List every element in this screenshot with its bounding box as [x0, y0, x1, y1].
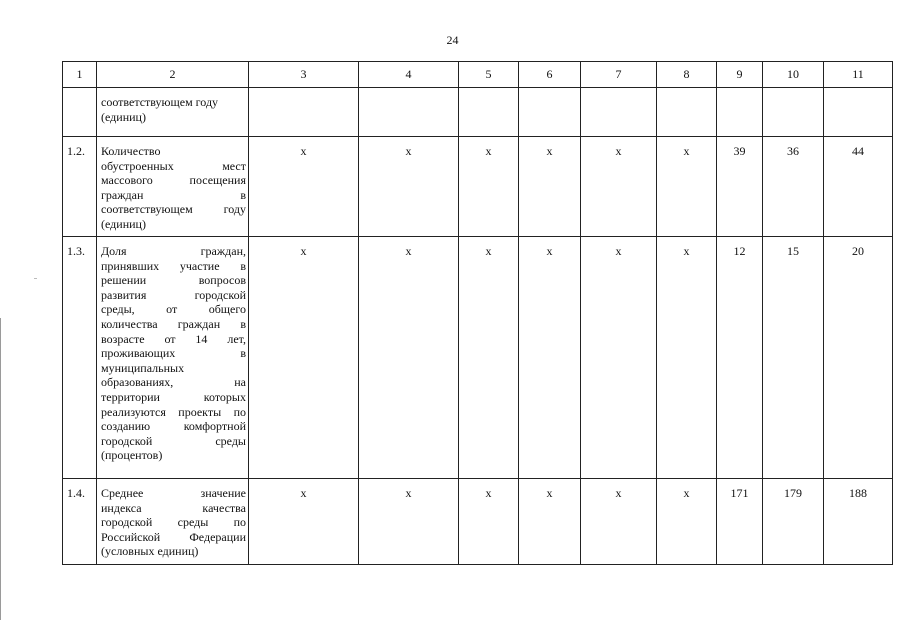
header-cell: 3 [249, 62, 359, 88]
value-cell-col-5: х [459, 237, 519, 479]
value-cell-col-6: х [519, 479, 581, 565]
indicator-name-line: (процентов) [101, 448, 163, 463]
header-cell: 11 [824, 62, 893, 88]
page-number: 24 [446, 33, 459, 47]
indicator-name-line: Российской Федерации [101, 529, 246, 544]
value-cell-col-3 [249, 88, 359, 137]
value-cell-col-4: х [359, 137, 459, 237]
value-cell-col-3: х [249, 137, 359, 237]
value-cell-col-8: х [657, 237, 717, 479]
indicator-name-line: реализуются проекты по [101, 404, 246, 419]
value-cell-col-9: 39 [717, 137, 763, 237]
table-row [63, 88, 893, 137]
indicator-name-line: среды, от общего [101, 302, 246, 317]
value-cell-col-9 [717, 88, 763, 137]
indicator-name-line: обустроенных мест [101, 158, 246, 173]
indicator-name-line: соответствующем году [101, 202, 246, 217]
table-row [63, 137, 893, 237]
indicator-name-line: Количество [101, 144, 161, 158]
column-number-header [63, 62, 893, 88]
header-cell: 6 [519, 62, 581, 88]
indicator-name-line: территории которых [101, 389, 246, 404]
value-cell-col-9: 12 [717, 237, 763, 479]
indicator-name-cell [97, 88, 249, 137]
row-number-cell [63, 88, 97, 137]
indicator-name-line: развития городской [101, 287, 246, 302]
indicator-name-line: (условных единиц) [101, 544, 199, 559]
indicator-table [62, 61, 893, 565]
indicator-name-line: количества граждан в [101, 316, 246, 331]
value-cell-col-8: х [657, 137, 717, 237]
row-number-cell: 1.2. [63, 137, 97, 237]
value-cell-col-10: 36 [763, 137, 824, 237]
header-cell: 4 [359, 62, 459, 88]
binding-edge-mark [0, 318, 1, 620]
header-cell: 10 [763, 62, 824, 88]
indicator-name-cell [97, 237, 249, 479]
row-number-cell: 1.4. [63, 479, 97, 565]
indicator-name-line: Доля граждан, [101, 244, 246, 258]
indicator-name-line: городской среды по [101, 515, 246, 530]
value-cell-col-3: х [249, 237, 359, 479]
value-cell-col-11: 20 [824, 237, 893, 479]
header-cell: 1 [63, 62, 97, 88]
indicator-name-cell [97, 479, 249, 565]
row-number-cell: 1.3. [63, 237, 97, 479]
value-cell-col-5 [459, 88, 519, 137]
value-cell-col-6: х [519, 137, 581, 237]
indicator-name-cell [97, 137, 249, 237]
value-cell-col-6 [519, 88, 581, 137]
indicator-name-line: массового посещения [101, 173, 246, 188]
header-cell: 7 [581, 62, 657, 88]
value-cell-col-11: 188 [824, 479, 893, 565]
indicator-name-line: муниципальных [101, 360, 185, 375]
value-cell-col-7: х [581, 137, 657, 237]
indicator-name-line: Среднее значение [101, 486, 246, 500]
value-cell-col-7: х [581, 479, 657, 565]
value-cell-col-6: х [519, 237, 581, 479]
value-cell-col-5: х [459, 137, 519, 237]
value-cell-col-5: х [459, 479, 519, 565]
value-cell-col-7: х [581, 237, 657, 479]
table-row [63, 237, 893, 479]
table-row [63, 479, 893, 565]
indicator-name-line: проживающих в [101, 346, 246, 361]
value-cell-col-9: 171 [717, 479, 763, 565]
header-cell: 9 [717, 62, 763, 88]
value-cell-col-11: 44 [824, 137, 893, 237]
value-cell-col-4: х [359, 479, 459, 565]
value-cell-col-10: 179 [763, 479, 824, 565]
value-cell-col-11 [824, 88, 893, 137]
indicator-name-line: индекса качества [101, 500, 246, 515]
indicator-name-line: городской среды [101, 433, 246, 448]
indicator-name-line: граждан в [101, 187, 246, 202]
indicator-name-line: соответствующем году [101, 95, 219, 109]
header-cell: 2 [97, 62, 249, 88]
indicator-name-line: образованиях, на [101, 375, 246, 390]
header-cell: 8 [657, 62, 717, 88]
indicator-name-line: созданию комфортной [101, 419, 246, 434]
value-cell-col-10 [763, 88, 824, 137]
value-cell-col-10: 15 [763, 237, 824, 479]
value-cell-col-8: х [657, 479, 717, 565]
indicator-name-line: возрасте от 14 лет, [101, 331, 246, 346]
indicator-name-line: принявших участие в [101, 258, 246, 273]
value-cell-col-4: х [359, 237, 459, 479]
indicator-name-line: решении вопросов [101, 273, 246, 288]
indicator-name-line: (единиц) [101, 216, 146, 231]
value-cell-col-8 [657, 88, 717, 137]
indicator-name-line: (единиц) [101, 109, 146, 124]
value-cell-col-3: х [249, 479, 359, 565]
value-cell-col-4 [359, 88, 459, 137]
header-cell: 5 [459, 62, 519, 88]
value-cell-col-7 [581, 88, 657, 137]
scan-speck [34, 278, 37, 279]
